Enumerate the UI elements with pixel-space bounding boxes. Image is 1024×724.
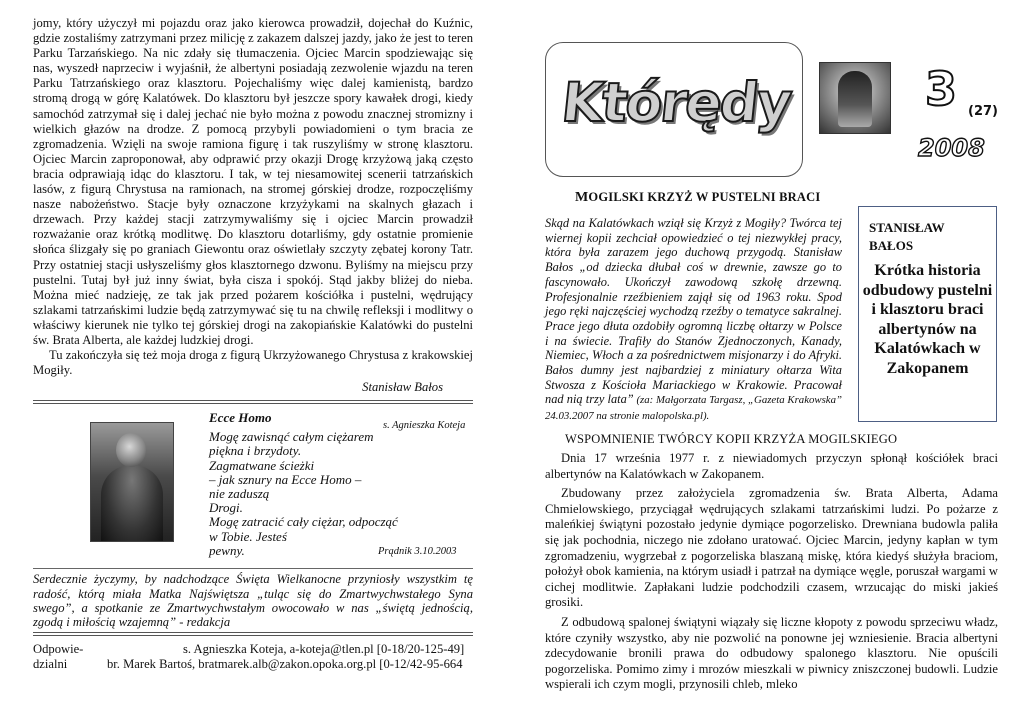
- poem-line: Mogę zatracić cały ciężar, odpocząć: [209, 514, 398, 530]
- article-continuation: jomy, który użyczył mi pojazdu oraz jako kierowca prowadził, dojechał do Kuźnic, gdzie zostaliśmy zatrzymani przez milicję z zakazem dalszej jazdy, jako że jest to teren Parku Tarzańskiego. Na nic zdały się tłumaczenia. Ojciec Marcin spodziewając się nas, wyszedł naprzeciw i wyjaśnił, że albertyni posiadają zezwolenie wjazdu na teren Parku Tatrzańskiego oraz klasztoru. Pojechaliśmy więc dalej kamienistą, bardzo stromą drogą w górę Kalatówek. Do klasztoru był jeszcze spory kawałek drogi, kiedy samochód zatrzymał się i dalej jechać nie było można z powodu znacznej stromizny i wielkich głazów na drodze. Z pomocą przybyli powiadomieni o tym bracia ze zgromadzenia. Wzięli na swoje ramiona figurę i tak ruszyliśmy w stronę klasztoru. Ojciec Marcin zaproponował, aby odprawić przy okazji Drogę krzyżową jaką często bracia odprawiają idąc do klasztoru. I tak, w tej niesamowitej scenerii tatrzańskich lasów, z figurą Chrystusa na ramionach, na stromej górskiej drodze, rozpoczęliśmy nasze nabożeństwo. Stacje były oznaczone krzyżykami na skalnych głazach i drzewach. Przy każdej stacji zatrzymywaliśmy się i ojciec Marcin prowadził rozważanie oraz krótką modlitwę. Do klasztoru dotarliśmy, gdy ostatnie promienie słońca ślizgały się po graniach Giewontu oraz oświetlały szczyty zębatej korony Tatr. Przy ostatniej stacji usłyszeliśmy głos klasztornego dzwonu. Byliśmy na miejscu przy pustelni. Tutaj był już inny świat, była cisza i spokój. Stąd jakby bliżej do nieba. Można mieć nadzieję, ze tak jak przed pożarem kościółka i pustelni, wędrujący szlakami tatrzańskimi ludzie będą zatrzymywać się tu na chwilę refleksji i modlitwy o właściwy kierunek nie tylko tej górskiej drogi na zakopiańskie Kalatówki do pustelni św. Brata Alberta, ale każdej ludzkiej drogi.: [33, 16, 473, 347]
- double-divider: [33, 400, 473, 404]
- poem-block: [33, 408, 473, 568]
- body-paragraph: Zbudowany przez założyciela zgromadzenia św. Brata Alberta, Adama Chmielowskiego, przyciągał wędrujących szlakami tatrzańskimi ludzi. Po pożarze z maleńkiej świątyni pozostało jedynie dymiące pogorzelisko. Drewniana budowla paliła się jak pochodnia, niczego nie zdołano uratować. Ojciec Marcin, jedyny kapłan w tym zgromadzeniu, wygrzebał z pogorzeliska blaszaną miskę, która kiedyś służyła braciom, położył obok kamienia, na którym usiadł i patrzał na dymiące węgle, poruszał wargami w cichej modlitwie. Zapłakani ludzie podchodzili czasem, wrzucając do miski jakieś grosiki.: [545, 486, 998, 610]
- editors-contact: [33, 642, 473, 674]
- poem-line: piękna i brzydoty.: [209, 443, 302, 459]
- signature: Stanisław Bałos: [362, 380, 443, 395]
- issue-number: 3: [925, 62, 958, 116]
- masthead-image: [819, 62, 891, 134]
- article-closing: Tu zakończyła się też moja droga z figurą Ukrzyżowanego Chrystusa z krakowskiej Mogiły.: [33, 348, 473, 378]
- section-title: MOGILSKI KRZYŻ W PUSTELNI BRACI: [575, 190, 821, 205]
- masthead-frame: [545, 42, 803, 177]
- poem-line: – jak sznury na Ecce Homo –: [209, 471, 362, 487]
- ecce-homo-image: [90, 422, 174, 542]
- divider: [33, 568, 473, 569]
- poem-date: Prądnik 3.10.2003: [378, 546, 457, 558]
- lead-source: (za: Małgorzata Targasz, „Gazeta Krakowska” 24.03.2007 na stronie malopolska.pl).: [545, 394, 842, 423]
- poem-line: Drogi.: [209, 500, 243, 516]
- editor-contact-2: br. Marek Bartoś, bratmarek.alb@zakon.opoka.org.pl [0-12/42-95-664: [107, 657, 463, 672]
- editor-contact-1: s. Agnieszka Koteja, a-koteja@tlen.pl [0-18/20-125-49]: [183, 642, 465, 657]
- poem-line: Zagmatwane ścieżki: [209, 457, 315, 473]
- poem-author: s. Agnieszka Koteja: [383, 420, 466, 432]
- double-divider: [33, 632, 473, 636]
- easter-wishes: Serdecznie życzymy, by nadchodzące Święta Wielkanocne przyniosły wszystkim tę radość, którą miała Matka Najświętsza „tuląc się do Zmartwychwstałego Syna swego”, a spotkanie ze Zmartwychwstałym owocowało w nas „świętą jednością, zgodą i miłością wzajemną” - redakcja: [33, 572, 473, 630]
- poem-line: Mogę zawisnąć całym ciężarem: [209, 429, 374, 445]
- lead-paragraph: Skąd na Kalatówkach wziął się Krzyż z Mogiły? Twórca tej wiernej kopii zechciał opowiedzieć o tej niezwykłej pracy, która była zarazem jego duchową przygodą. Stanisław Bałos „od dziecka dłubał coś w drewnie, zawsze go to fascynowało. Ukończył zawodową szkołę drzewną. Profesjonalnie rzeźbieniem zajął się od 1963 roku. Spod jego ręki najczęściej wychodzą rzeźby o tematyce sakralnej. Prace jego dłuta ozdobiły ogromną liczbę ołtarzy w Polsce i na świecie. Trafiły do Stanów Zjednoczonych, Kanady, Niemiec, Włoch a za pośrednictwem misjonarzy i do Afryki. Bałos dumny jest najbardziej z miniatury ołtarza Wita Stwosza z Kościoła Mariackiego w Krakowie. Pracował nad nią trzy lata” (za: Małgorzata Targasz, „Gazeta Krakowska” 24.03.2007 na stronie malopolska.pl).: [545, 216, 842, 423]
- masthead-logo: Którędy: [558, 71, 794, 134]
- poem-line: w Tobie. Jesteś: [209, 528, 287, 544]
- article-box: [858, 206, 997, 422]
- box-title: Krótka historia odbudowy pustelni i klasztoru braci albertynów na Kalatówkach w Zakopanem: [862, 262, 993, 377]
- editors-label: Odpowie- dzialni: [33, 642, 84, 672]
- article-body: [545, 451, 998, 697]
- poem-line: pewny.: [209, 542, 245, 558]
- issue-year: 2008: [918, 134, 985, 162]
- body-paragraph: Z odbudową spalonej świątyni wiązały się liczne kłopoty z powodu sprzeciwu władz, które czyniły wszystko, aby nie pozwolić na ponowne jej wzniesienie. Bracia albertyni zdecydowanie bronili prawa do odbudowy spalonego klasztoru. Nie opuścili pogorzeliska. Pomimo zimy i mrozów mieszkali w piwnicy zniszczonej budowli. Ludzie wspierali ich czym mogli, przynosili chleb, mleko: [545, 614, 998, 692]
- body-paragraph: Dnia 17 września 1977 r. z niewiadomych przyczyn spłonął kościółek braci albertynów na Kalatówkach w Zakopanem.: [545, 451, 998, 481]
- left-page: [33, 0, 473, 674]
- poem-text: [209, 430, 398, 558]
- poem-title: Ecce Homo: [209, 410, 272, 426]
- issue-sub-number: (27): [968, 104, 998, 119]
- subheading: WSPOMNIENIE TWÓRCY KOPII KRZYŻA MOGILSKIEGO: [565, 432, 898, 446]
- box-author: STANISŁAW BAŁOS: [869, 220, 945, 253]
- poem-line: nie zaduszą: [209, 486, 270, 502]
